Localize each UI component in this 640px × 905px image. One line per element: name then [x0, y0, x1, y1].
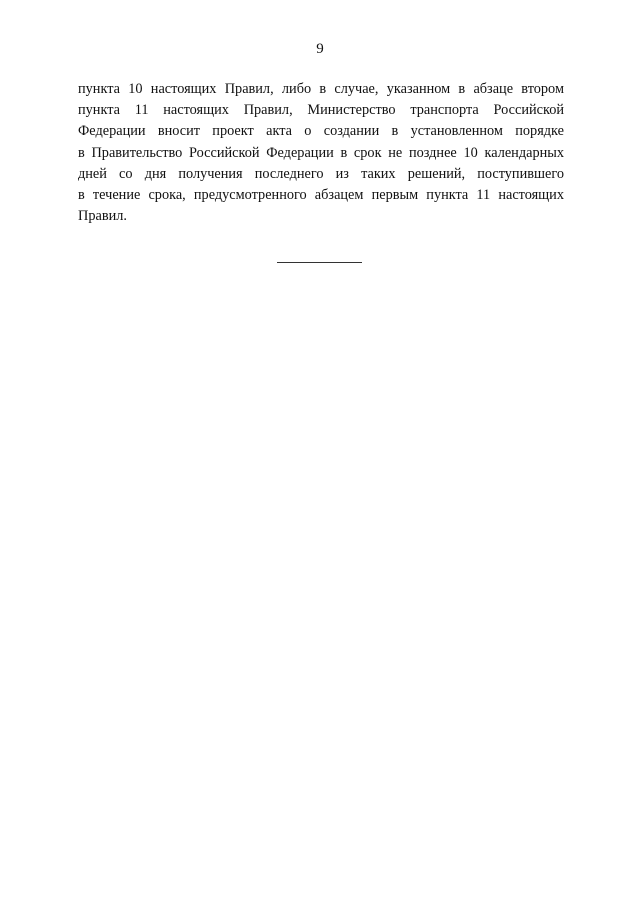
text-line: пункта 11 настоящих Правил, Министерство транспорта Российской	[78, 102, 564, 119]
end-of-document-rule	[277, 262, 362, 263]
text-line: в Правительство Российской Федерации в срок не позднее 10 календарных	[78, 144, 564, 161]
page-number: 9	[316, 41, 324, 57]
text-line: Правил.	[78, 208, 127, 225]
text-line: дней со дня получения последнего из таких решений, поступившего	[78, 165, 564, 182]
text-line: Федерации вносит проект акта о создании в установленном порядке	[78, 123, 564, 140]
text-line: в течение срока, предусмотренного абзацем первым пункта 11 настоящих	[78, 187, 564, 204]
body-paragraph	[78, 79, 564, 227]
text-line: пункта 10 настоящих Правил, либо в случае, указанном в абзаце втором	[78, 81, 564, 97]
